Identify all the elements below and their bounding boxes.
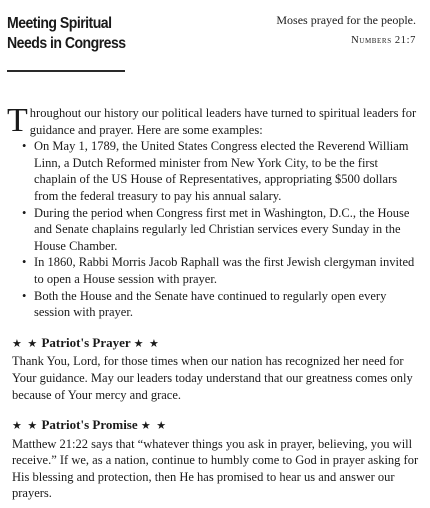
epigraph-reference: Numbers 21:7 — [351, 35, 416, 46]
list-item-text: On May 1, 1789, the United States Congress elected the Reverend William Linn, a Dutch Reformed minister from New York City, to be the first chaplain of the US House of Representatives, appropriating $500 dollars from the federal treasury to pay his annual salary. — [34, 139, 409, 203]
page-title — [7, 14, 157, 54]
bullet-icon: • — [22, 139, 27, 154]
star-icon: ★ ★ — [12, 336, 39, 350]
title-underline — [7, 70, 125, 72]
list-item — [12, 288, 420, 321]
list-item — [12, 254, 420, 287]
prayer-text: Thank You, Lord, for those times when our nation has recognized her need for Your guidance. May our leaders today understand that our greatness comes only because of Your mercy and grace. — [12, 354, 413, 402]
title-line-2: Needs in Congress — [7, 35, 126, 52]
bullet-icon: • — [22, 205, 27, 220]
promise-heading-text: Patriot's Promise — [41, 417, 138, 433]
intro-text: hroughout our history our political leaders have turned to spiritual leaders for guidance and prayer. Here are some examples: — [29, 106, 417, 137]
list-item — [12, 205, 420, 255]
list-item-text: During the period when Congress first met in Washington, D.C., the House and Senate chaplains regularly led Christian services every Sunday in the House Chamber. — [34, 205, 410, 253]
epigraph-quote: Moses prayed for the people. — [276, 13, 416, 27]
bullet-icon: • — [22, 255, 27, 270]
star-icon: ★ ★ — [12, 419, 39, 433]
bullet-icon: • — [22, 288, 27, 303]
epigraph — [276, 12, 416, 49]
list-item-text: Both the House and the Senate have continued to regularly open every session with prayer. — [34, 288, 387, 320]
promise-text: Matthew 21:22 says that “whatever things you ask in prayer, believing, you will receive.” If we, as a nation, continue to humbly come to God in prayer asking for His blessing and protection, then He has promised to hear us and answer our prayers. — [12, 436, 419, 501]
promise-heading — [12, 417, 420, 435]
intro-paragraph — [7, 102, 420, 139]
prayer-heading — [12, 335, 420, 353]
list-item — [12, 138, 420, 204]
star-icon: ★ ★ — [140, 419, 168, 433]
title-line-1: Meeting Spiritual — [7, 15, 112, 32]
prayer-heading-text: Patriot's Prayer — [41, 334, 131, 350]
star-icon: ★ ★ — [133, 336, 160, 350]
body-text — [7, 102, 420, 502]
list-item-text: In 1860, Rabbi Morris Jacob Raphall was the first Jewish clergyman invited to open a House session with prayer. — [34, 255, 415, 286]
examples-list — [12, 138, 420, 321]
drop-cap: T — [7, 102, 28, 139]
